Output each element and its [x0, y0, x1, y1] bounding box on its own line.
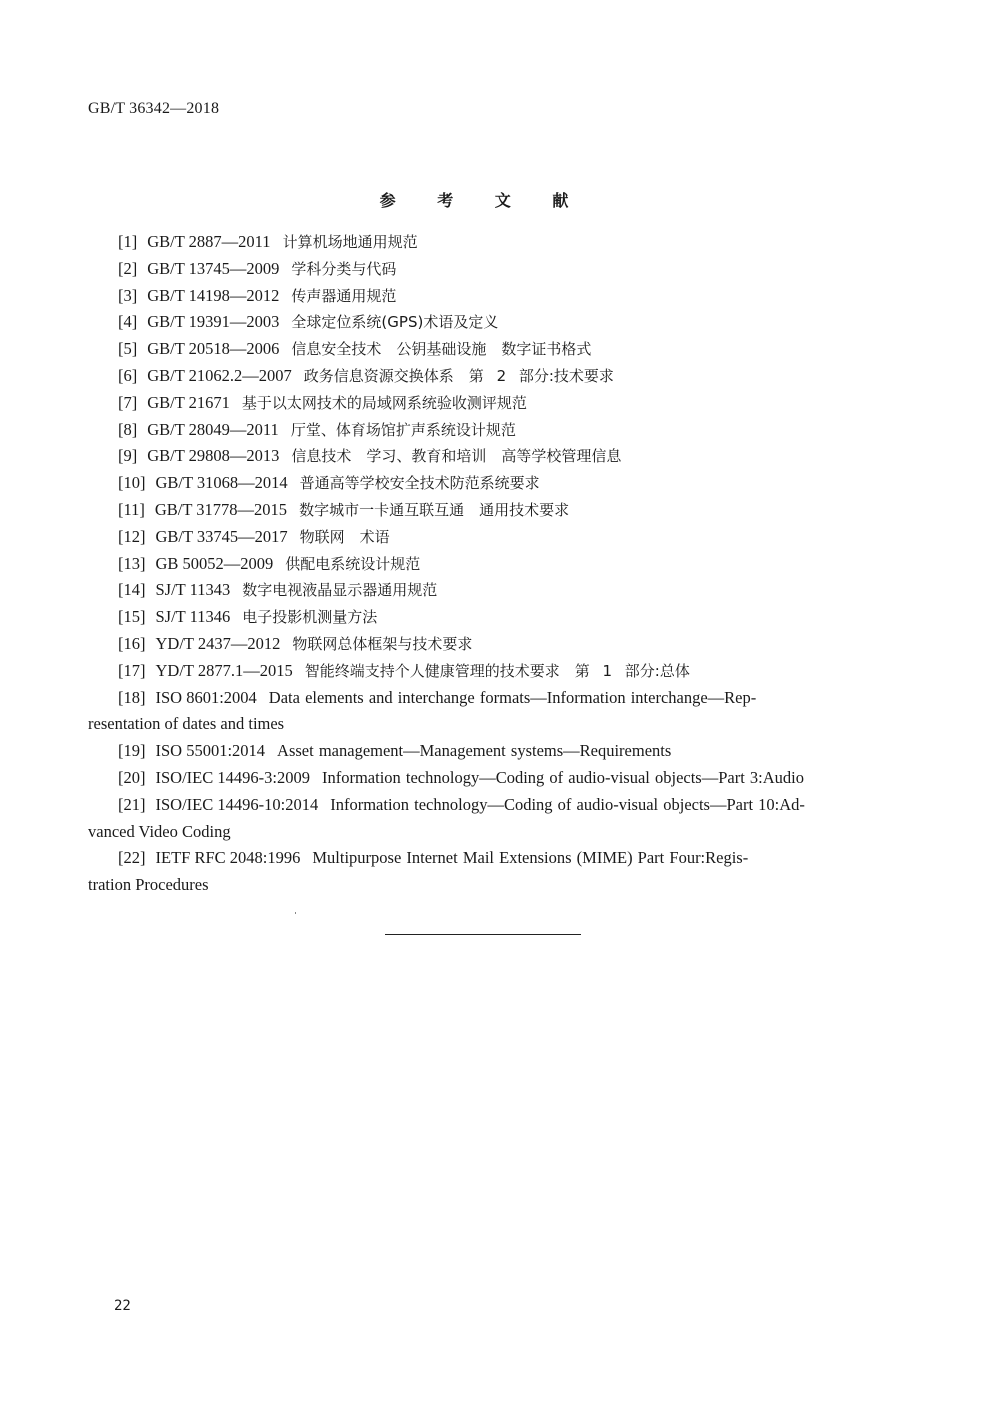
- reference-number: [5]: [118, 339, 138, 359]
- reference-code: ISO/IEC 14496-10:2014: [155, 794, 319, 814]
- reference-title: Information technology—Coding of audio-visual objects—Part 10:Ad-: [330, 794, 805, 814]
- reference-item: [88, 631, 876, 658]
- reference-code: YD/T 2437—2012: [155, 633, 281, 653]
- reference-item: [88, 792, 876, 846]
- reference-item: [88, 604, 876, 631]
- reference-title: 物联网总体框架与技术要求: [292, 634, 473, 653]
- reference-title: 全球定位系统(GPS)术语及定义: [291, 313, 499, 332]
- reference-number: [3]: [118, 285, 138, 305]
- reference-code: GB/T 2887—2011: [147, 232, 271, 251]
- reference-number: [10]: [118, 473, 146, 493]
- reference-title: 基于以太网技术的局域网系统验收测评规范: [241, 393, 527, 412]
- reference-code: GB/T 20518—2006: [147, 339, 280, 359]
- reference-number: [17]: [118, 660, 146, 680]
- reference-title: 供配电系统设计规范: [285, 554, 421, 573]
- reference-item: [88, 551, 876, 578]
- reference-code: GB/T 14198—2012: [147, 285, 280, 305]
- reference-title: 物联网 术语: [299, 527, 390, 546]
- reference-code: GB/T 21062.2—2007: [147, 365, 292, 385]
- reference-code: ISO/IEC 14496-3:2009: [155, 767, 310, 787]
- reference-number: [2]: [118, 258, 138, 278]
- reference-item: [88, 363, 876, 390]
- reference-number: [20]: [118, 767, 146, 787]
- reference-item: [88, 524, 876, 551]
- reference-code: GB/T 33745—2017: [155, 526, 288, 546]
- reference-title: 电子投影机测量方法: [242, 608, 378, 627]
- reference-number: [6]: [118, 365, 138, 385]
- reference-item: [88, 738, 876, 765]
- reference-number: [9]: [118, 446, 138, 466]
- reference-title: Information technology—Coding of audio-visual objects—Part 3:Audio: [321, 767, 805, 787]
- reference-list: [88, 229, 876, 899]
- reference-number: [14]: [118, 580, 146, 600]
- reference-code: ISO 55001:2014: [155, 741, 266, 761]
- reference-title: Data elements and interchange formats—Information interchange—Rep-: [268, 687, 757, 707]
- reference-item: [88, 283, 876, 310]
- reference-code: GB 50052—2009: [155, 553, 274, 573]
- reference-title: 学科分类与代码: [291, 259, 397, 278]
- reference-item: [88, 309, 876, 336]
- reference-code: YD/T 2877.1—2015: [155, 660, 293, 680]
- reference-title-continuation: tration Procedures: [88, 875, 209, 895]
- reference-code: SJ/T 11346: [155, 607, 231, 627]
- reference-title: 信息安全技术 公钥基础设施 数字证书格式: [291, 340, 592, 359]
- reference-title: 数字电视液晶显示器通用规范: [242, 581, 438, 600]
- reference-item: [88, 497, 876, 524]
- reference-title: 普通高等学校安全技术防范系统要求: [299, 474, 540, 493]
- reference-code: GB/T 28049—2011: [147, 419, 279, 439]
- standard-code-header: [88, 100, 219, 118]
- reference-title: 厅堂、体育场馆扩声系统设计规范: [290, 420, 516, 439]
- reference-title-continuation: vanced Video Coding: [88, 821, 231, 841]
- reference-item: [88, 470, 876, 497]
- reference-code: GB/T 19391—2003: [147, 312, 280, 332]
- reference-code: GB/T 13745—2009: [147, 258, 280, 278]
- scan-artifact: [295, 912, 296, 914]
- reference-number: [13]: [118, 553, 146, 573]
- reference-title: 智能终端支持个人健康管理的技术要求 第 1 部分:总体: [304, 661, 690, 680]
- reference-code: SJ/T 11343: [155, 580, 231, 600]
- reference-item: [88, 229, 876, 256]
- reference-title: Multipurpose Internet Mail Extensions (MIME) Part Four:Regis-: [312, 848, 749, 868]
- standard-code: GB/T 36342—2018: [88, 100, 220, 117]
- reference-number: [8]: [118, 419, 138, 439]
- reference-item: [88, 658, 876, 685]
- reference-number: [22]: [118, 848, 146, 868]
- page-number: 22: [114, 1298, 131, 1314]
- reference-item: [88, 845, 876, 899]
- reference-code: GB/T 31068—2014: [155, 473, 288, 493]
- reference-title: Asset management—Management systems—Requirements: [277, 741, 672, 761]
- reference-title: 信息技术 学习、教育和培训 高等学校管理信息: [291, 447, 622, 466]
- reference-title: 传声器通用规范: [291, 286, 397, 305]
- reference-item: [88, 336, 876, 363]
- reference-item: [88, 390, 876, 417]
- reference-title: 数字城市一卡通互联互通 通用技术要求: [299, 500, 570, 519]
- reference-title: 政务信息资源交换体系 第 2 部分:技术要求: [303, 366, 614, 385]
- reference-code: GB/T 21671: [147, 392, 230, 412]
- reference-code: GB/T 29808—2013: [147, 446, 280, 466]
- reference-number: [21]: [118, 794, 146, 814]
- reference-code: ISO 8601:2004: [155, 687, 257, 707]
- reference-item: [88, 417, 876, 444]
- reference-number: [4]: [118, 312, 138, 332]
- section-title: 参 考 文 献: [379, 191, 581, 210]
- reference-number: [7]: [118, 392, 138, 412]
- reference-item: [88, 765, 876, 792]
- reference-number: [18]: [118, 687, 146, 707]
- reference-code: GB/T 31778—2015: [154, 499, 288, 519]
- reference-title: 计算机场地通用规范: [282, 233, 418, 251]
- reference-item: [88, 577, 876, 604]
- reference-item: [88, 685, 876, 739]
- reference-number: [12]: [118, 526, 146, 546]
- reference-number: [11]: [118, 499, 145, 519]
- reference-number: [1]: [118, 232, 138, 251]
- reference-number: [19]: [118, 741, 146, 761]
- reference-number: [15]: [118, 607, 146, 627]
- reference-item: [88, 443, 876, 470]
- end-of-document-rule: [385, 934, 581, 935]
- reference-item: [88, 256, 876, 283]
- reference-number: [16]: [118, 633, 146, 653]
- reference-code: IETF RFC 2048:1996: [155, 848, 301, 868]
- reference-title-continuation: resentation of dates and times: [88, 714, 285, 734]
